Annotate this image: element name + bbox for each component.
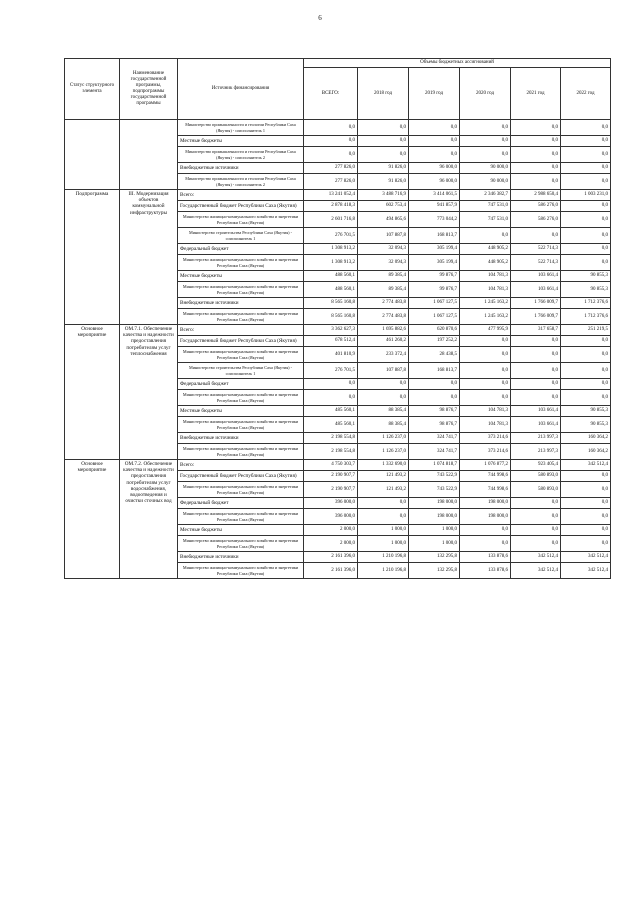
- year-value-cell: 747 531,0: [460, 201, 511, 212]
- total-value-cell: 0,0: [304, 390, 358, 406]
- year-value-cell: 90 855,3: [561, 417, 611, 433]
- total-value-cell: 2 198 554,8: [304, 433, 358, 444]
- header-year-2019: 2019 год: [409, 68, 460, 120]
- year-value-cell: 103 661,4: [511, 271, 561, 282]
- funding-source-cell: Федеральный бюджет: [178, 379, 304, 390]
- year-value-cell: 103 661,4: [511, 406, 561, 417]
- status-cell: [65, 120, 120, 190]
- year-value-cell: 461 260,2: [358, 336, 409, 347]
- year-value-cell: 1 712 376,6: [561, 298, 611, 309]
- year-value-cell: 251 219,5: [561, 325, 611, 336]
- total-value-cell: 488 560,1: [304, 271, 358, 282]
- year-value-cell: 28 438,5: [409, 347, 460, 363]
- year-value-cell: 2 774 483,8: [358, 298, 409, 309]
- year-value-cell: 0,0: [561, 174, 611, 190]
- year-value-cell: 1 210 196,8: [358, 552, 409, 563]
- funding-source-cell: Местные бюджеты: [178, 406, 304, 417]
- year-value-cell: 1 126 237,0: [358, 444, 409, 460]
- year-value-cell: 98 876,7: [409, 406, 460, 417]
- year-value-cell: 342 512,4: [561, 563, 611, 579]
- funding-source-cell: Местные бюджеты: [178, 136, 304, 147]
- year-value-cell: 213 997,3: [511, 433, 561, 444]
- executor-cell: Министерство промышленности и геологии Республики Саха (Якутия) - соисполнитель 2: [178, 174, 304, 190]
- year-value-cell: 0,0: [511, 347, 561, 363]
- total-value-cell: 8 565 160,8: [304, 298, 358, 309]
- year-value-cell: 89 385,4: [358, 271, 409, 282]
- year-value-cell: 0,0: [511, 228, 561, 244]
- year-value-cell: 0,0: [561, 390, 611, 406]
- year-value-cell: 477 995,9: [460, 325, 511, 336]
- year-value-cell: 88 385,4: [358, 406, 409, 417]
- year-value-cell: 103 661,4: [511, 417, 561, 433]
- year-value-cell: 104 781,3: [460, 417, 511, 433]
- year-value-cell: 1 766 009,7: [511, 298, 561, 309]
- year-value-cell: 1 245 163,2: [460, 309, 511, 325]
- executor-cell: Министерство жилищно-коммунального хозяйства и энергетики Республики Саха (Якутия): [178, 309, 304, 325]
- year-value-cell: 0,0: [561, 482, 611, 498]
- total-value-cell: 0,0: [304, 379, 358, 390]
- year-value-cell: 342 512,4: [511, 552, 561, 563]
- executor-cell: Министерство промышленности и геологии Республики Саха (Якутия) - соисполнитель 2: [178, 147, 304, 163]
- total-value-cell: 2 198 554,8: [304, 444, 358, 460]
- total-value-cell: 2 601 716,8: [304, 212, 358, 228]
- year-value-cell: 121 493,2: [358, 482, 409, 498]
- executor-cell: Министерство жилищно-коммунального хозяйства и энергетики Республики Саха (Якутия): [178, 255, 304, 271]
- year-value-cell: 0,0: [511, 525, 561, 536]
- year-value-cell: 0,0: [561, 163, 611, 174]
- funding-source-cell: Местные бюджеты: [178, 271, 304, 282]
- year-value-cell: 160 364,2: [561, 433, 611, 444]
- year-value-cell: 0,0: [358, 136, 409, 147]
- year-value-cell: 0,0: [561, 471, 611, 482]
- header-year-2018: 2018 год: [358, 68, 409, 120]
- year-value-cell: 0,0: [511, 390, 561, 406]
- year-value-cell: 0,0: [460, 228, 511, 244]
- executor-cell: Министерство строительства Республики Саха (Якутия) - соисполнитель 1: [178, 228, 304, 244]
- year-value-cell: 197 252,2: [409, 336, 460, 347]
- header-status: Статус структурного элемента: [65, 59, 120, 120]
- funding-source-cell: Внебюджетные источники: [178, 433, 304, 444]
- year-value-cell: 0,0: [561, 336, 611, 347]
- page-number: 6: [318, 14, 322, 22]
- total-value-cell: 0,0: [304, 147, 358, 163]
- year-value-cell: 1 210 196,8: [358, 563, 409, 579]
- program-name-cell: ОМ.7.1. Обеспечение качества и надежности предоставления потребителям услуг теплоснабжения: [120, 325, 178, 460]
- year-value-cell: 0,0: [561, 379, 611, 390]
- table-row: [65, 190, 611, 201]
- year-value-cell: 1 076 877,2: [460, 460, 511, 471]
- year-value-cell: 448 905,2: [460, 255, 511, 271]
- year-value-cell: 0,0: [561, 120, 611, 136]
- total-value-cell: 485 560,1: [304, 406, 358, 417]
- total-value-cell: 2 161 396,0: [304, 552, 358, 563]
- year-value-cell: 0,0: [460, 120, 511, 136]
- year-value-cell: 198 000,0: [409, 509, 460, 525]
- year-value-cell: 0,0: [358, 379, 409, 390]
- executor-cell: Министерство промышленности и геологии Республики Саха (Якутия) - соисполнитель 1: [178, 120, 304, 136]
- year-value-cell: 91 826,0: [358, 163, 409, 174]
- year-value-cell: 0,0: [561, 136, 611, 147]
- year-value-cell: 1 000,0: [358, 525, 409, 536]
- year-value-cell: 522 714,3: [511, 255, 561, 271]
- year-value-cell: 104 781,3: [460, 406, 511, 417]
- year-value-cell: 0,0: [561, 201, 611, 212]
- year-value-cell: 89 385,4: [358, 282, 409, 298]
- year-value-cell: 0,0: [358, 120, 409, 136]
- year-value-cell: 198 000,0: [460, 498, 511, 509]
- year-value-cell: 0,0: [460, 136, 511, 147]
- year-value-cell: 0,0: [561, 536, 611, 552]
- header-volumes: Объемы бюджетных ассигнований: [304, 59, 611, 68]
- total-value-cell: 0,0: [304, 120, 358, 136]
- year-value-cell: 0,0: [511, 174, 561, 190]
- total-value-cell: 401 810,9: [304, 347, 358, 363]
- total-value-cell: 13 241 052,4: [304, 190, 358, 201]
- year-value-cell: 0,0: [561, 509, 611, 525]
- funding-source-cell: Государственный бюджет Республики Саха (Якутия): [178, 201, 304, 212]
- year-value-cell: 0,0: [460, 147, 511, 163]
- year-value-cell: 0,0: [561, 363, 611, 379]
- year-value-cell: 2 346 382,7: [460, 190, 511, 201]
- year-value-cell: 32 094,3: [358, 244, 409, 255]
- year-value-cell: 1 003 231,0: [561, 190, 611, 201]
- year-value-cell: 0,0: [561, 228, 611, 244]
- year-value-cell: 0,0: [409, 120, 460, 136]
- year-value-cell: 91 826,0: [358, 174, 409, 190]
- year-value-cell: 1 332 690,0: [358, 460, 409, 471]
- year-value-cell: 99 876,7: [409, 271, 460, 282]
- year-value-cell: 198 000,0: [460, 509, 511, 525]
- executor-cell: Министерство жилищно-коммунального хозяйства и энергетики Республики Саха (Якутия): [178, 509, 304, 525]
- year-value-cell: 233 372,4: [358, 347, 409, 363]
- table-row: [65, 120, 611, 136]
- year-value-cell: 747 531,0: [460, 212, 511, 228]
- year-value-cell: 3 414 061,5: [409, 190, 460, 201]
- year-value-cell: 133 878,6: [460, 563, 511, 579]
- year-value-cell: 0,0: [409, 136, 460, 147]
- total-value-cell: 396 000,0: [304, 498, 358, 509]
- year-value-cell: 0,0: [511, 363, 561, 379]
- total-value-cell: 277 826,0: [304, 163, 358, 174]
- year-value-cell: 104 781,3: [460, 271, 511, 282]
- funding-source-cell: Федеральный бюджет: [178, 244, 304, 255]
- year-value-cell: 0,0: [511, 163, 561, 174]
- total-value-cell: 4 750 303,7: [304, 460, 358, 471]
- executor-cell: Министерство жилищно-коммунального хозяйства и энергетики Республики Саха (Якутия): [178, 536, 304, 552]
- year-value-cell: 0,0: [460, 347, 511, 363]
- year-value-cell: 1 000,0: [409, 525, 460, 536]
- funding-source-cell: Федеральный бюджет: [178, 498, 304, 509]
- year-value-cell: 96 000,0: [409, 174, 460, 190]
- year-value-cell: 0,0: [460, 336, 511, 347]
- year-value-cell: 494 865,6: [358, 212, 409, 228]
- year-value-cell: 373 214,6: [460, 444, 511, 460]
- year-value-cell: 32 094,3: [358, 255, 409, 271]
- executor-cell: Министерство жилищно-коммунального хозяйства и энергетики Республики Саха (Якутия): [178, 444, 304, 460]
- total-value-cell: 2 878 418,3: [304, 201, 358, 212]
- year-value-cell: 744 998,6: [460, 471, 511, 482]
- year-value-cell: 923 405,4: [511, 460, 561, 471]
- year-value-cell: 743 522,9: [409, 471, 460, 482]
- year-value-cell: 121 493,2: [358, 471, 409, 482]
- year-value-cell: 132 295,8: [409, 552, 460, 563]
- year-value-cell: 0,0: [460, 379, 511, 390]
- funding-source-cell: Местные бюджеты: [178, 525, 304, 536]
- program-name-cell: ОМ.7.2. Обеспечение качества и надежности предоставления потребителям услуг водоснабжения, водоотведения и очистки сточных вод: [120, 460, 178, 579]
- header-year-2020: 2020 год: [460, 68, 511, 120]
- header-year-2022: 2022 год: [561, 68, 611, 120]
- year-value-cell: 1 766 009,7: [511, 309, 561, 325]
- funding-source-cell: Государственный бюджет Республики Саха (Якутия): [178, 471, 304, 482]
- table-row: [65, 325, 611, 336]
- executor-cell: Министерство жилищно-коммунального хозяйства и энергетики Республики Саха (Якутия): [178, 390, 304, 406]
- year-value-cell: 90 855,3: [561, 282, 611, 298]
- total-value-cell: 485 560,1: [304, 417, 358, 433]
- year-value-cell: 103 661,4: [511, 282, 561, 298]
- year-value-cell: 0,0: [561, 255, 611, 271]
- year-value-cell: 0,0: [460, 536, 511, 552]
- year-value-cell: 448 905,2: [460, 244, 511, 255]
- year-value-cell: 305 199,4: [409, 255, 460, 271]
- year-value-cell: 0,0: [511, 136, 561, 147]
- year-value-cell: 744 998,6: [460, 482, 511, 498]
- header-year-2021: 2021 год: [511, 68, 561, 120]
- funding-source-cell: Внебюджетные источники: [178, 163, 304, 174]
- total-value-cell: 0,0: [304, 136, 358, 147]
- table-body: [65, 120, 611, 579]
- year-value-cell: 132 295,8: [409, 563, 460, 579]
- year-value-cell: 0,0: [561, 347, 611, 363]
- year-value-cell: 305 199,4: [409, 244, 460, 255]
- year-value-cell: 0,0: [511, 120, 561, 136]
- year-value-cell: 0,0: [358, 509, 409, 525]
- year-value-cell: 1 000,0: [358, 536, 409, 552]
- year-value-cell: 324 741,7: [409, 433, 460, 444]
- year-value-cell: 773 044,2: [409, 212, 460, 228]
- total-value-cell: 488 560,1: [304, 282, 358, 298]
- year-value-cell: 1 074 818,7: [409, 460, 460, 471]
- year-value-cell: 213 997,3: [511, 444, 561, 460]
- year-value-cell: 586 276,0: [511, 201, 561, 212]
- year-value-cell: 168 813,7: [409, 228, 460, 244]
- total-value-cell: 8 565 160,8: [304, 309, 358, 325]
- year-value-cell: 342 512,4: [511, 563, 561, 579]
- total-value-cell: 396 000,0: [304, 509, 358, 525]
- year-value-cell: 0,0: [561, 525, 611, 536]
- program-name-cell: III. Модернизация объектов коммунальной инфраструктуры: [120, 190, 178, 325]
- year-value-cell: 2 774 483,8: [358, 309, 409, 325]
- funding-source-cell: Всего:: [178, 460, 304, 471]
- funding-source-cell: Всего:: [178, 325, 304, 336]
- funding-source-cell: Государственный бюджет Республики Саха (Якутия): [178, 336, 304, 347]
- year-value-cell: 0,0: [511, 379, 561, 390]
- year-value-cell: 1 245 163,2: [460, 298, 511, 309]
- executor-cell: Министерство жилищно-коммунального хозяйства и энергетики Республики Саха (Якутия): [178, 563, 304, 579]
- year-value-cell: 0,0: [409, 147, 460, 163]
- year-value-cell: 1 067 127,5: [409, 309, 460, 325]
- year-value-cell: 1 695 882,6: [358, 325, 409, 336]
- funding-source-cell: Всего:: [178, 190, 304, 201]
- status-cell: Основное мероприятие: [65, 460, 120, 579]
- total-value-cell: 2 190 907,7: [304, 482, 358, 498]
- year-value-cell: 941 857,9: [409, 201, 460, 212]
- year-value-cell: 2 988 650,4: [511, 190, 561, 201]
- total-value-cell: 678 512,4: [304, 336, 358, 347]
- year-value-cell: 373 214,6: [460, 433, 511, 444]
- year-value-cell: 0,0: [358, 498, 409, 509]
- funding-source-cell: Внебюджетные источники: [178, 298, 304, 309]
- year-value-cell: 580 893,0: [511, 482, 561, 498]
- year-value-cell: 0,0: [358, 390, 409, 406]
- year-value-cell: 133 878,6: [460, 552, 511, 563]
- year-value-cell: 0,0: [511, 509, 561, 525]
- header-total: ВСЕГО:: [304, 68, 358, 120]
- year-value-cell: 324 741,7: [409, 444, 460, 460]
- year-value-cell: 107 887,8: [358, 363, 409, 379]
- year-value-cell: 107 887,8: [358, 228, 409, 244]
- year-value-cell: 88 385,4: [358, 417, 409, 433]
- year-value-cell: 620 870,6: [409, 325, 460, 336]
- executor-cell: Министерство жилищно-коммунального хозяйства и энергетики Республики Саха (Якутия): [178, 347, 304, 363]
- total-value-cell: 276 701,5: [304, 228, 358, 244]
- program-name-cell: [120, 120, 178, 190]
- year-value-cell: 342 512,4: [561, 552, 611, 563]
- year-value-cell: 1 067 127,5: [409, 298, 460, 309]
- year-value-cell: 0,0: [511, 498, 561, 509]
- year-value-cell: 317 658,7: [511, 325, 561, 336]
- year-value-cell: 0,0: [561, 212, 611, 228]
- funding-source-cell: Внебюджетные источники: [178, 552, 304, 563]
- executor-cell: Министерство жилищно-коммунального хозяйства и энергетики Республики Саха (Якутия): [178, 212, 304, 228]
- header-source: Источник финансирования: [178, 59, 304, 120]
- year-value-cell: 168 813,7: [409, 363, 460, 379]
- year-value-cell: 0,0: [460, 390, 511, 406]
- year-value-cell: 0,0: [358, 147, 409, 163]
- header-program-name: Наименование государственной программы, подпрограммы государственной программы: [120, 59, 178, 120]
- year-value-cell: 522 714,3: [511, 244, 561, 255]
- year-value-cell: 90 000,0: [460, 174, 511, 190]
- year-value-cell: 0,0: [409, 379, 460, 390]
- executor-cell: Министерство строительства Республики Саха (Якутия) - соисполнитель 1: [178, 363, 304, 379]
- total-value-cell: 2 161 396,0: [304, 563, 358, 579]
- total-value-cell: 277 826,0: [304, 174, 358, 190]
- year-value-cell: 0,0: [409, 390, 460, 406]
- year-value-cell: 0,0: [561, 147, 611, 163]
- total-value-cell: 2 000,0: [304, 525, 358, 536]
- budget-table: [64, 58, 611, 579]
- total-value-cell: 2 000,0: [304, 536, 358, 552]
- year-value-cell: 90 000,0: [460, 163, 511, 174]
- total-value-cell: 276 701,5: [304, 363, 358, 379]
- year-value-cell: 586 276,0: [511, 212, 561, 228]
- year-value-cell: 0,0: [511, 147, 561, 163]
- total-value-cell: 1 308 913,2: [304, 255, 358, 271]
- year-value-cell: 198 000,0: [409, 498, 460, 509]
- status-cell: Основное мероприятие: [65, 325, 120, 460]
- year-value-cell: 160 364,2: [561, 444, 611, 460]
- year-value-cell: 0,0: [561, 498, 611, 509]
- year-value-cell: 743 522,9: [409, 482, 460, 498]
- year-value-cell: 3 488 716,9: [358, 190, 409, 201]
- executor-cell: Министерство жилищно-коммунального хозяйства и энергетики Республики Саха (Якутия): [178, 482, 304, 498]
- year-value-cell: 90 855,3: [561, 406, 611, 417]
- year-value-cell: 0,0: [511, 536, 561, 552]
- year-value-cell: 1 000,0: [409, 536, 460, 552]
- status-cell: Подпрограмма: [65, 190, 120, 325]
- year-value-cell: 1 712 376,6: [561, 309, 611, 325]
- table-row: [65, 460, 611, 471]
- year-value-cell: 1 126 237,0: [358, 433, 409, 444]
- total-value-cell: 2 190 907,7: [304, 471, 358, 482]
- year-value-cell: 602 753,4: [358, 201, 409, 212]
- year-value-cell: 580 893,0: [511, 471, 561, 482]
- year-value-cell: 0,0: [460, 363, 511, 379]
- total-value-cell: 3 362 627,3: [304, 325, 358, 336]
- year-value-cell: 104 781,3: [460, 282, 511, 298]
- year-value-cell: 0,0: [561, 244, 611, 255]
- year-value-cell: 342 512,4: [561, 460, 611, 471]
- total-value-cell: 1 308 913,2: [304, 244, 358, 255]
- year-value-cell: 98 876,7: [409, 417, 460, 433]
- year-value-cell: 0,0: [460, 525, 511, 536]
- year-value-cell: 90 855,3: [561, 271, 611, 282]
- executor-cell: Министерство жилищно-коммунального хозяйства и энергетики Республики Саха (Якутия): [178, 282, 304, 298]
- year-value-cell: 0,0: [511, 336, 561, 347]
- executor-cell: Министерство жилищно-коммунального хозяйства и энергетики Республики Саха (Якутия): [178, 417, 304, 433]
- year-value-cell: 96 000,0: [409, 163, 460, 174]
- year-value-cell: 99 876,7: [409, 282, 460, 298]
